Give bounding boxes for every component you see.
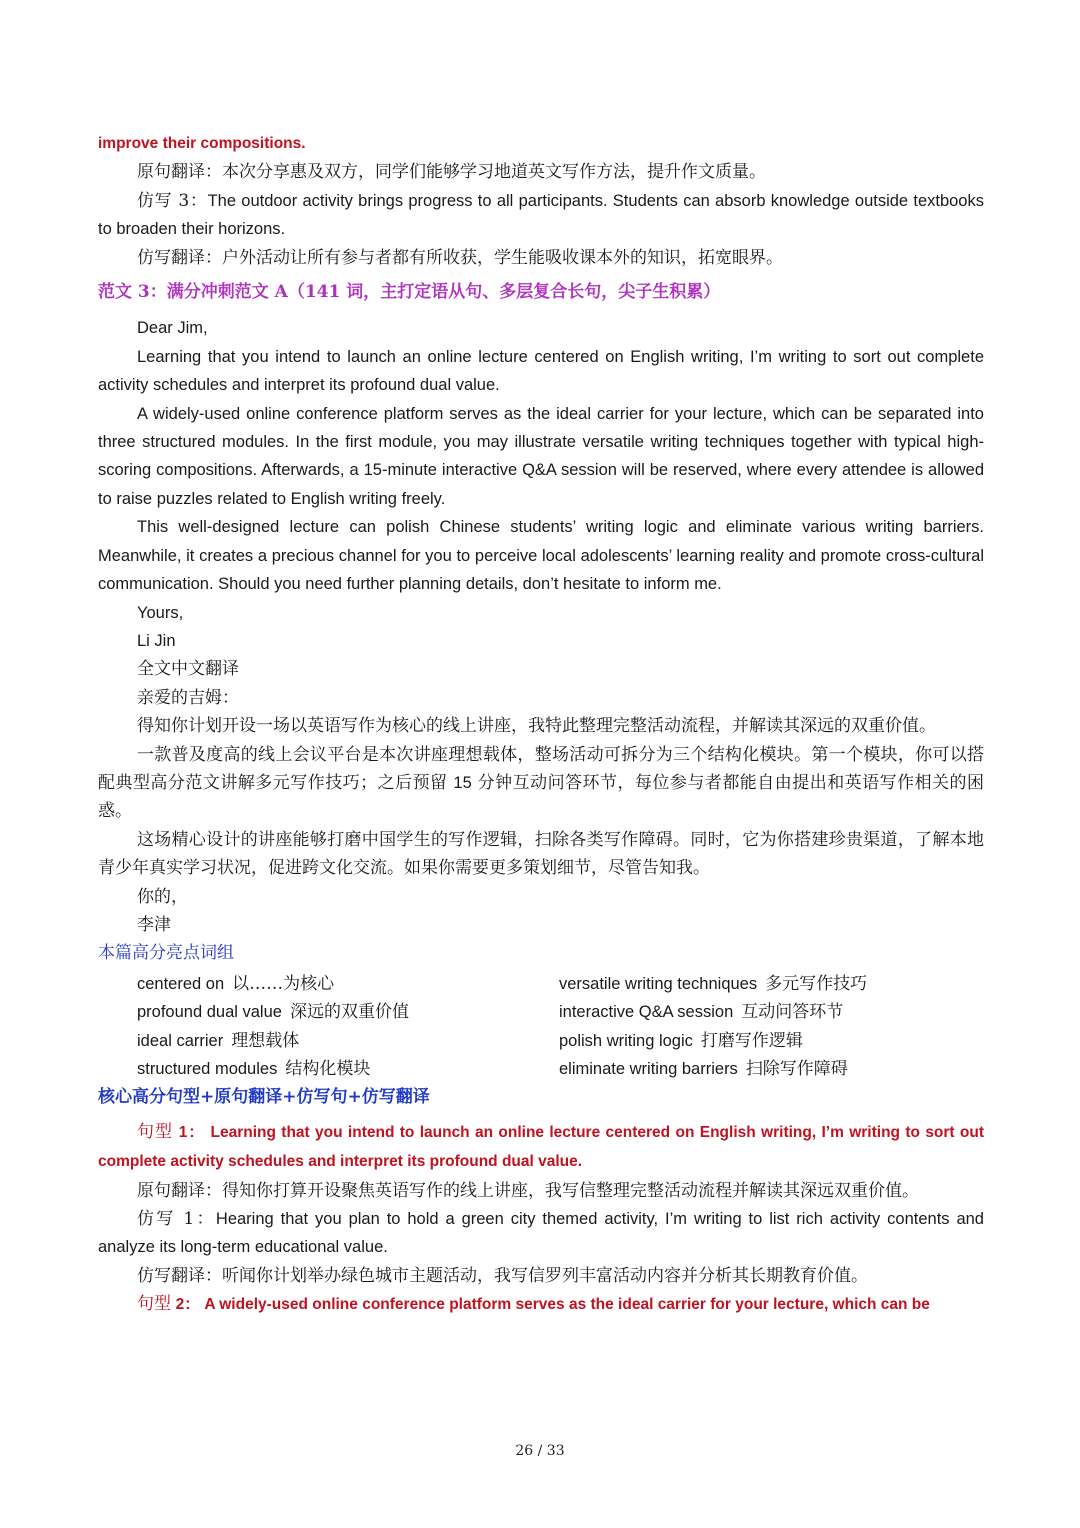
- essay-heading-prefix: 范文 3：满分冲刺范文 A（: [98, 282, 305, 303]
- translation-paragraph-3: 这场精心设计的讲座能够打磨中国学生的写作逻辑，扫除各类写作障碍。同时，它为你搭建珍贵渠道，了解本地青少年真实学习状况，促进跨文化交流。如果你需要更多策划细节，尽管告知我。: [98, 829, 984, 879]
- translation-paragraph-1: 得知你计划开设一场以英语写作为核心的线上讲座，我特此整理完整活动流程，并解读其深远的双重价值。: [137, 716, 936, 737]
- phrase-item: [559, 998, 984, 1026]
- pattern-1: [98, 1118, 984, 1177]
- phrase-item: [98, 998, 559, 1026]
- pattern-1-number: 1：: [178, 1123, 205, 1141]
- imitation-3-text: The outdoor activity brings progress to all participants. Students can absorb knowledge outside textbooks to broaden their horizons.: [98, 191, 984, 239]
- imitation-3-translation: 仿写翻译：户外活动让所有参与者都有所收获，学生能吸收课本外的知识，拓宽眼界。: [137, 247, 783, 268]
- patterns-heading: 核心高分句型+原句翻译+仿写句+仿写翻译: [98, 1087, 430, 1108]
- phrase-zh: 理想载体: [231, 1030, 300, 1051]
- pattern-1-imitation-text: Hearing that you plan to hold a green city themed activity, I’m writing to list rich activity contents and analyze its long-term educational value.: [98, 1210, 984, 1257]
- translation-greeting: 亲爱的吉姆：: [137, 687, 239, 708]
- pattern-1-label: 句型: [137, 1121, 174, 1142]
- translation-paragraph-2-a: 一款普及度高的线上会议平台是本次讲座理想载体，整场活动可拆分为三个结构化模块。第一个模块，你可以搭配典型高分范文讲解多元写作技巧；之后预留: [98, 744, 984, 793]
- phrase-item: [559, 1027, 984, 1055]
- essay-heading: [98, 278, 984, 306]
- pattern-2-label: 句型: [137, 1294, 171, 1315]
- essay-closing: Yours,: [137, 603, 184, 622]
- translation-label: 全文中文翻译: [137, 659, 239, 680]
- translation-paragraph-2-b: 分钟互动问答环节，每位参与者都能自由提出和英语写作相关的困惑。: [98, 772, 985, 822]
- phrase-en: interactive Q&A session: [559, 1003, 734, 1022]
- phrase-en: ideal carrier: [137, 1031, 224, 1050]
- phrase-en: versatile writing techniques: [559, 974, 758, 993]
- phrases-heading: 本篇高分亮点词组: [98, 943, 234, 964]
- essay-paragraph-3: This well-designed lecture can polish Chinese students’ writing logic and eliminate various writing barriers. Meanwhile, it creates a precious channel for you to perceive local adolescents’ learning reality and promote cross-cultural communication. Should you need further planning details, don’t hesitate to inform me.: [98, 518, 984, 594]
- translation-signature: 李津: [137, 914, 171, 935]
- pattern-1-translation: 原句翻译：得知你打算开设聚焦英语写作的线上讲座，我写信整理完整活动流程并解读其深远双重价值。: [137, 1180, 919, 1201]
- essay-paragraph-1: Learning that you intend to launch an online lecture centered on English writing, I’m writing to sort out complete activity schedules and interpret its profound dual value.: [98, 347, 984, 395]
- pattern-2-number: 2：: [175, 1296, 200, 1314]
- pattern-1-imitation-label: 仿写 1：: [137, 1209, 216, 1230]
- pattern-1-imitation-translation: 仿写翻译：听闻你计划举办绿色城市主题活动，我写信罗列丰富活动内容并分析其长期教育价值。: [137, 1265, 868, 1286]
- phrase-item: [98, 970, 559, 998]
- essay-greeting: Dear Jim,: [137, 319, 208, 338]
- phrase-item: [98, 1027, 559, 1055]
- original-translation: 原句翻译：本次分享惠及双方，同学们能够学习地道英文写作方法，提升作文质量。: [137, 162, 766, 183]
- phrase-item: [559, 970, 984, 998]
- essay-signature: Li Jin: [137, 631, 176, 650]
- phrase-zh: 以……为核心: [232, 973, 335, 994]
- essay-heading-suffix: 词，主打定语从句、多层复合长句，尖子生积累）: [340, 282, 721, 303]
- phrase-en: structured modules: [137, 1060, 278, 1078]
- phrase-zh: 打磨写作逻辑: [700, 1030, 803, 1051]
- phrase-en: profound dual value: [137, 1003, 282, 1022]
- pattern-2: [98, 1290, 984, 1319]
- pattern-1-sentence: Learning that you intend to launch an online lecture centered on English writing, I’m writing to sort out complete activity schedules and interpret its profound dual value.: [98, 1123, 985, 1171]
- pattern-2-sentence: A widely-used online conference platform serves as the ideal carrier for your lecture, which can be: [204, 1296, 930, 1314]
- translation-closing: 你的，: [137, 886, 188, 907]
- translation-paragraph-2: [98, 741, 984, 826]
- phrase-item: [98, 1055, 559, 1083]
- phrase-zh: 多元写作技巧: [765, 973, 868, 994]
- continued-sentence: improve their compositions.: [98, 135, 306, 152]
- pattern-1-imitation: [98, 1205, 984, 1262]
- phrase-en: eliminate writing barriers: [559, 1060, 738, 1078]
- phrase-en: centered on: [137, 974, 225, 993]
- phrase-zh: 结构化模块: [285, 1059, 371, 1079]
- phrase-zh: 深远的双重价值: [289, 1002, 409, 1023]
- phrase-item: [559, 1055, 984, 1083]
- essay-paragraph-2: A widely-used online conference platform serves as the ideal carrier for your lecture, which can be separated into three structured modules. In the first module, you may illustrate versatile writing techniques together with typical high-scoring compositions. Afterwards, a 15-minute interactive Q&A session will be reserved, where every attendee is allowed to raise puzzles related to English writing freely.: [98, 404, 984, 508]
- essay-word-count: 141: [304, 282, 341, 303]
- translation-minutes: 15: [453, 773, 472, 792]
- page-number: 26 / 33: [515, 1443, 565, 1459]
- imitation-3: [98, 187, 984, 244]
- phrase-zh: 互动问答环节: [741, 1002, 844, 1023]
- phrase-en: polish writing logic: [559, 1031, 693, 1050]
- document-page: [98, 130, 984, 1320]
- phrase-list: [98, 970, 984, 1084]
- imitation-3-label: 仿写 3：: [137, 190, 208, 211]
- phrase-zh: 扫除写作障碍: [745, 1059, 848, 1079]
